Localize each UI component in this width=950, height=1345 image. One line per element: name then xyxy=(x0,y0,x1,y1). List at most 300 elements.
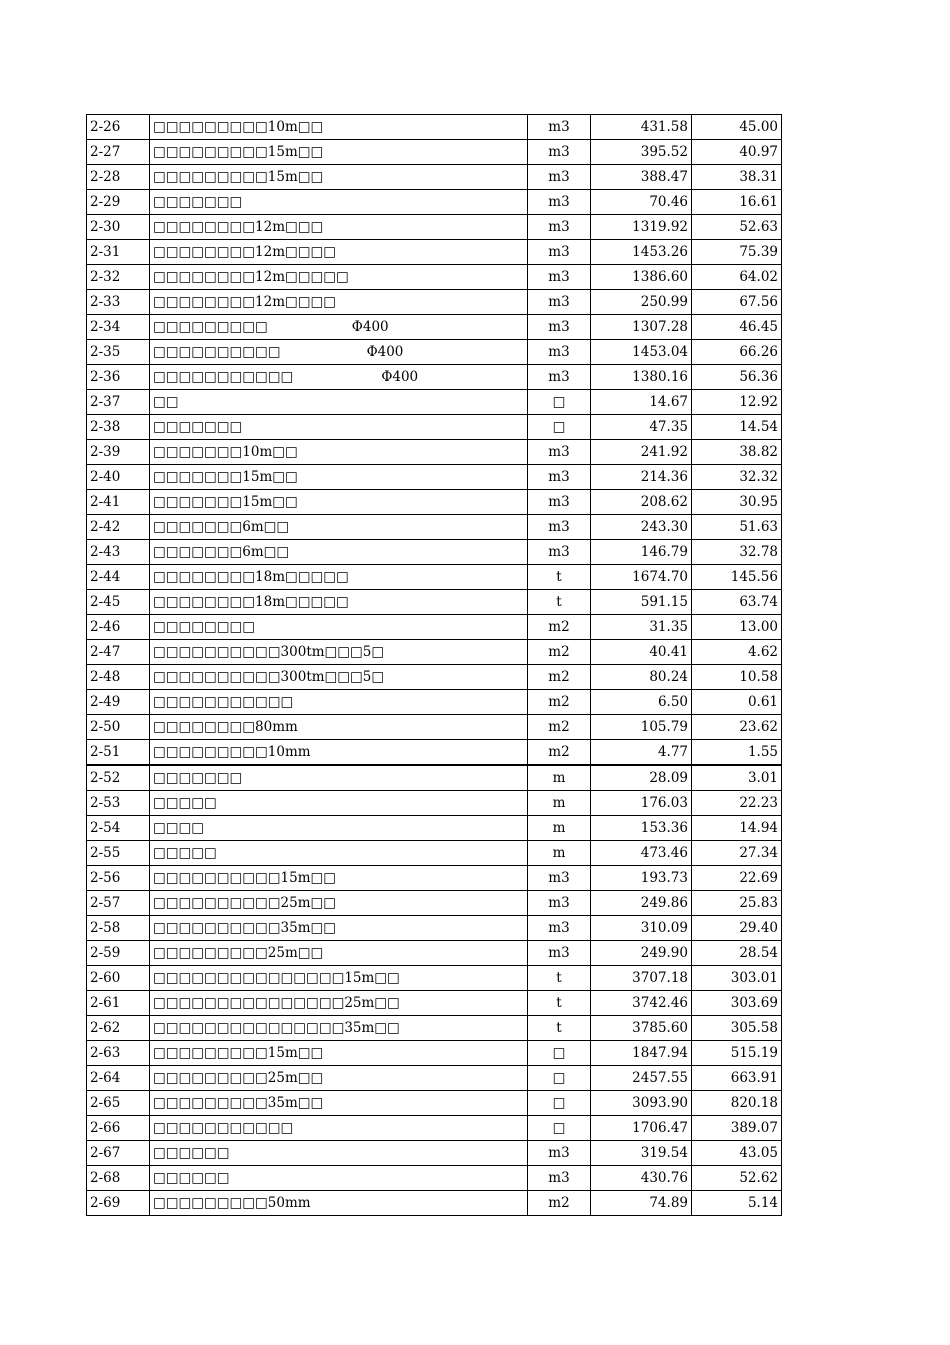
item-name-text: □□□□□□□15m□□ xyxy=(153,469,298,485)
value-1-cell: 146.79 xyxy=(591,540,692,565)
item-name xyxy=(150,991,528,1016)
item-name-text: □□□□□□□□□□35m□□ xyxy=(153,920,337,936)
item-name xyxy=(150,465,528,490)
value-1-cell: 3742.46 xyxy=(591,991,692,1016)
table-row xyxy=(87,365,782,390)
value-2-cell: 22.23 xyxy=(692,791,782,816)
item-name xyxy=(150,240,528,265)
value-1-cell: 1674.70 xyxy=(591,565,692,590)
table-row xyxy=(87,715,782,740)
unit-cell: □ xyxy=(528,390,591,415)
item-name-text: □□□□□□□□□□□□□□□25m□□ xyxy=(153,995,400,1011)
value-1-cell: 1386.60 xyxy=(591,265,692,290)
value-2-cell: 303.01 xyxy=(692,966,782,991)
value-1-cell: 153.36 xyxy=(591,816,692,841)
value-1-cell: 243.30 xyxy=(591,515,692,540)
value-2-cell: 25.83 xyxy=(692,891,782,916)
value-1-cell: 28.09 xyxy=(591,765,692,791)
table-row xyxy=(87,1116,782,1141)
item-code: 2-69 xyxy=(87,1191,150,1216)
value-2-cell: 305.58 xyxy=(692,1016,782,1041)
value-2-cell: 64.02 xyxy=(692,265,782,290)
table-row xyxy=(87,440,782,465)
unit-cell: t xyxy=(528,565,591,590)
value-2-cell: 46.45 xyxy=(692,315,782,340)
item-name xyxy=(150,1191,528,1216)
item-code: 2-51 xyxy=(87,740,150,766)
item-name-text: □□□□□□□□□□15m□□ xyxy=(153,870,337,886)
item-name-text: □□□□□□□□□10mm xyxy=(153,744,311,760)
unit-cell: □ xyxy=(528,1091,591,1116)
table-row xyxy=(87,1066,782,1091)
item-name xyxy=(150,415,528,440)
value-2-cell: 32.78 xyxy=(692,540,782,565)
diameter-spec: Φ400 xyxy=(351,319,389,335)
value-1-cell: 1706.47 xyxy=(591,1116,692,1141)
item-name-text: □□□□□□□□□15m□□ xyxy=(153,169,324,185)
value-2-cell: 52.62 xyxy=(692,1166,782,1191)
item-name xyxy=(150,866,528,891)
item-name-text: □□□□□□□□□50mm xyxy=(153,1195,311,1211)
item-name-text: □□□□□□□10m□□ xyxy=(153,444,298,460)
unit-cell: m2 xyxy=(528,640,591,665)
unit-cell: t xyxy=(528,1016,591,1041)
item-code: 2-68 xyxy=(87,1166,150,1191)
unit-cell: m2 xyxy=(528,615,591,640)
table-row xyxy=(87,1091,782,1116)
value-1-cell: 3785.60 xyxy=(591,1016,692,1041)
item-name-text: □□□□□□□□□□300tm□□□5□ xyxy=(153,644,385,660)
unit-cell: m xyxy=(528,765,591,791)
table-row xyxy=(87,265,782,290)
item-name-text: □□□□□□□ xyxy=(153,419,243,435)
unit-cell: m xyxy=(528,816,591,841)
value-2-cell: 56.36 xyxy=(692,365,782,390)
table-row xyxy=(87,1016,782,1041)
item-code: 2-33 xyxy=(87,290,150,315)
unit-cell: m3 xyxy=(528,190,591,215)
item-name xyxy=(150,1091,528,1116)
item-code: 2-55 xyxy=(87,841,150,866)
value-2-cell: 16.61 xyxy=(692,190,782,215)
item-name-text: □□□□□□□□12m□□□□□ xyxy=(153,269,349,285)
item-name-text: □□□□□□□15m□□ xyxy=(153,494,298,510)
table-row xyxy=(87,665,782,690)
item-name-text: □□□□□□□□□□□□□□□35m□□ xyxy=(153,1020,400,1036)
item-name-text: □□□□□ xyxy=(153,795,217,811)
value-1-cell: 80.24 xyxy=(591,665,692,690)
unit-cell: m2 xyxy=(528,740,591,766)
unit-cell: m2 xyxy=(528,690,591,715)
unit-cell: m3 xyxy=(528,315,591,340)
table-row xyxy=(87,540,782,565)
item-code: 2-42 xyxy=(87,515,150,540)
value-1-cell: 388.47 xyxy=(591,165,692,190)
item-code: 2-30 xyxy=(87,215,150,240)
item-name xyxy=(150,665,528,690)
unit-cell: m xyxy=(528,791,591,816)
unit-cell: m3 xyxy=(528,1141,591,1166)
unit-cell: □ xyxy=(528,1116,591,1141)
value-1-cell: 193.73 xyxy=(591,866,692,891)
table-row xyxy=(87,941,782,966)
item-name xyxy=(150,365,528,390)
unit-cell: m3 xyxy=(528,240,591,265)
item-name xyxy=(150,1041,528,1066)
item-code: 2-48 xyxy=(87,665,150,690)
unit-cell: m2 xyxy=(528,1191,591,1216)
table-row xyxy=(87,390,782,415)
value-1-cell: 31.35 xyxy=(591,615,692,640)
item-name xyxy=(150,590,528,615)
table-row xyxy=(87,315,782,340)
value-1-cell: 473.46 xyxy=(591,841,692,866)
unit-cell: m3 xyxy=(528,866,591,891)
unit-cell: m3 xyxy=(528,215,591,240)
value-1-cell: 70.46 xyxy=(591,190,692,215)
table-row xyxy=(87,115,782,140)
table-row xyxy=(87,991,782,1016)
item-code: 2-31 xyxy=(87,240,150,265)
value-2-cell: 10.58 xyxy=(692,665,782,690)
item-name-text: □□□□□□□□□□25m□□ xyxy=(153,895,337,911)
table-row xyxy=(87,615,782,640)
value-2-cell: 28.54 xyxy=(692,941,782,966)
value-2-cell: 63.74 xyxy=(692,590,782,615)
item-code: 2-60 xyxy=(87,966,150,991)
item-name-text: □□□□□□□□□25m□□ xyxy=(153,1070,324,1086)
item-name-text: □□□□□□□□□□□ xyxy=(153,694,294,710)
value-2-cell: 43.05 xyxy=(692,1141,782,1166)
value-1-cell: 395.52 xyxy=(591,140,692,165)
item-code: 2-44 xyxy=(87,565,150,590)
item-name-text: □□□□□□□6m□□ xyxy=(153,519,290,535)
item-name xyxy=(150,190,528,215)
table-row xyxy=(87,640,782,665)
item-name-text: □□ xyxy=(153,394,179,410)
value-2-cell: 14.94 xyxy=(692,816,782,841)
item-name-text: □□□□□□□□18m□□□□□ xyxy=(153,594,349,610)
item-name-text: □□□□□□□□□□300tm□□□5□ xyxy=(153,669,385,685)
value-1-cell: 1847.94 xyxy=(591,1041,692,1066)
item-name xyxy=(150,440,528,465)
item-code: 2-63 xyxy=(87,1041,150,1066)
item-name-text: □□□□□□□□□15m□□ xyxy=(153,144,324,160)
item-name-text: □□□□□□□□80mm xyxy=(153,719,298,735)
table-row xyxy=(87,891,782,916)
item-code: 2-53 xyxy=(87,791,150,816)
unit-cell: □ xyxy=(528,1066,591,1091)
value-2-cell: 52.63 xyxy=(692,215,782,240)
value-1-cell: 591.15 xyxy=(591,590,692,615)
item-name-text: □□□□□ xyxy=(153,845,217,861)
table-row xyxy=(87,816,782,841)
item-name-text: □□□□□□□ xyxy=(153,770,243,786)
item-name xyxy=(150,115,528,140)
unit-cell: m3 xyxy=(528,365,591,390)
value-2-cell: 145.56 xyxy=(692,565,782,590)
value-1-cell: 214.36 xyxy=(591,465,692,490)
unit-cell: m3 xyxy=(528,490,591,515)
unit-cell: m3 xyxy=(528,1166,591,1191)
value-2-cell: 32.32 xyxy=(692,465,782,490)
value-1-cell: 310.09 xyxy=(591,916,692,941)
unit-cell: m3 xyxy=(528,290,591,315)
item-name-text: □□□□□□□6m□□ xyxy=(153,544,290,560)
table-row xyxy=(87,240,782,265)
item-code: 2-40 xyxy=(87,465,150,490)
unit-cell: m3 xyxy=(528,440,591,465)
item-name xyxy=(150,490,528,515)
value-1-cell: 3093.90 xyxy=(591,1091,692,1116)
item-name xyxy=(150,615,528,640)
unit-cell: t xyxy=(528,590,591,615)
unit-cell: m3 xyxy=(528,891,591,916)
value-2-cell: 66.26 xyxy=(692,340,782,365)
item-name-text: □□□□□□□□18m□□□□□ xyxy=(153,569,349,585)
item-code: 2-43 xyxy=(87,540,150,565)
value-2-cell: 303.69 xyxy=(692,991,782,1016)
table-row xyxy=(87,490,782,515)
value-2-cell: 29.40 xyxy=(692,916,782,941)
table-row xyxy=(87,190,782,215)
table-row xyxy=(87,565,782,590)
item-name xyxy=(150,1016,528,1041)
value-2-cell: 40.97 xyxy=(692,140,782,165)
item-code: 2-37 xyxy=(87,390,150,415)
item-name xyxy=(150,565,528,590)
value-1-cell: 430.76 xyxy=(591,1166,692,1191)
item-name xyxy=(150,215,528,240)
table-row xyxy=(87,740,782,766)
value-2-cell: 0.61 xyxy=(692,690,782,715)
item-name-text: □□□□□□ xyxy=(153,1145,230,1161)
unit-cell: t xyxy=(528,991,591,1016)
item-name xyxy=(150,265,528,290)
item-code: 2-29 xyxy=(87,190,150,215)
value-2-cell: 14.54 xyxy=(692,415,782,440)
unit-cell: m3 xyxy=(528,540,591,565)
item-name xyxy=(150,765,528,791)
item-name xyxy=(150,891,528,916)
value-1-cell: 176.03 xyxy=(591,791,692,816)
value-1-cell: 1453.04 xyxy=(591,340,692,365)
item-name-text: □□□□□□□□□□□ xyxy=(153,369,294,385)
unit-cell: m3 xyxy=(528,265,591,290)
item-name xyxy=(150,540,528,565)
table-row xyxy=(87,841,782,866)
item-code: 2-67 xyxy=(87,1141,150,1166)
value-1-cell: 3707.18 xyxy=(591,966,692,991)
table-body xyxy=(87,115,782,1216)
item-code: 2-54 xyxy=(87,816,150,841)
value-2-cell: 820.18 xyxy=(692,1091,782,1116)
item-name xyxy=(150,140,528,165)
item-code: 2-28 xyxy=(87,165,150,190)
item-code: 2-26 xyxy=(87,115,150,140)
value-2-cell: 51.63 xyxy=(692,515,782,540)
value-1-cell: 47.35 xyxy=(591,415,692,440)
value-1-cell: 431.58 xyxy=(591,115,692,140)
value-2-cell: 27.34 xyxy=(692,841,782,866)
unit-cell: m3 xyxy=(528,340,591,365)
table-row xyxy=(87,465,782,490)
unit-cell: t xyxy=(528,966,591,991)
item-name xyxy=(150,841,528,866)
item-code: 2-64 xyxy=(87,1066,150,1091)
value-1-cell: 6.50 xyxy=(591,690,692,715)
value-1-cell: 250.99 xyxy=(591,290,692,315)
value-1-cell: 105.79 xyxy=(591,715,692,740)
item-name-text: □□□□□□□□□35m□□ xyxy=(153,1095,324,1111)
unit-cell: m3 xyxy=(528,465,591,490)
item-name xyxy=(150,1116,528,1141)
value-1-cell: 1453.26 xyxy=(591,240,692,265)
item-code: 2-58 xyxy=(87,916,150,941)
value-2-cell: 12.92 xyxy=(692,390,782,415)
item-code: 2-61 xyxy=(87,991,150,1016)
unit-cell: m2 xyxy=(528,715,591,740)
unit-cell: m xyxy=(528,841,591,866)
value-2-cell: 515.19 xyxy=(692,1041,782,1066)
table-row xyxy=(87,690,782,715)
item-code: 2-65 xyxy=(87,1091,150,1116)
value-2-cell: 67.56 xyxy=(692,290,782,315)
item-code: 2-36 xyxy=(87,365,150,390)
item-code: 2-45 xyxy=(87,590,150,615)
item-code: 2-32 xyxy=(87,265,150,290)
item-name-text: □□□□ xyxy=(153,820,205,836)
item-name-text: □□□□□□□□12m□□□ xyxy=(153,219,324,235)
item-name-text: □□□□□□□□□15m□□ xyxy=(153,1045,324,1061)
table-row xyxy=(87,966,782,991)
item-name-text: □□□□□□□□□□□□□□□15m□□ xyxy=(153,970,400,986)
table-row xyxy=(87,415,782,440)
table-row xyxy=(87,1166,782,1191)
table-row xyxy=(87,340,782,365)
item-code: 2-34 xyxy=(87,315,150,340)
item-code: 2-59 xyxy=(87,941,150,966)
value-2-cell: 75.39 xyxy=(692,240,782,265)
unit-cell: m3 xyxy=(528,916,591,941)
item-name xyxy=(150,740,528,766)
item-name-text: □□□□□□□□□□ xyxy=(153,344,281,360)
item-name xyxy=(150,315,528,340)
value-1-cell: 4.77 xyxy=(591,740,692,766)
value-2-cell: 663.91 xyxy=(692,1066,782,1091)
table-row xyxy=(87,515,782,540)
value-2-cell: 389.07 xyxy=(692,1116,782,1141)
value-1-cell: 241.92 xyxy=(591,440,692,465)
item-code: 2-52 xyxy=(87,765,150,791)
item-code: 2-66 xyxy=(87,1116,150,1141)
item-name-text: □□□□□□□□□10m□□ xyxy=(153,119,324,135)
item-name-text: □□□□□□□ xyxy=(153,194,243,210)
item-code: 2-62 xyxy=(87,1016,150,1041)
value-1-cell: 249.90 xyxy=(591,941,692,966)
item-name xyxy=(150,941,528,966)
value-2-cell: 45.00 xyxy=(692,115,782,140)
value-2-cell: 5.14 xyxy=(692,1191,782,1216)
item-name-text: □□□□□□□□□ xyxy=(153,319,268,335)
unit-cell: m3 xyxy=(528,140,591,165)
value-1-cell: 1380.16 xyxy=(591,365,692,390)
item-name-text: □□□□□□ xyxy=(153,1170,230,1186)
item-name-text: □□□□□□□□□25m□□ xyxy=(153,945,324,961)
item-code: 2-38 xyxy=(87,415,150,440)
value-1-cell: 1307.28 xyxy=(591,315,692,340)
item-name xyxy=(150,916,528,941)
item-code: 2-39 xyxy=(87,440,150,465)
value-1-cell: 319.54 xyxy=(591,1141,692,1166)
value-1-cell: 208.62 xyxy=(591,490,692,515)
value-2-cell: 1.55 xyxy=(692,740,782,766)
table-row xyxy=(87,791,782,816)
item-name xyxy=(150,340,528,365)
value-1-cell: 2457.55 xyxy=(591,1066,692,1091)
item-code: 2-56 xyxy=(87,866,150,891)
table-row xyxy=(87,1041,782,1066)
item-name xyxy=(150,1066,528,1091)
value-2-cell: 4.62 xyxy=(692,640,782,665)
unit-cell: m3 xyxy=(528,115,591,140)
value-1-cell: 14.67 xyxy=(591,390,692,415)
item-code: 2-27 xyxy=(87,140,150,165)
table-row xyxy=(87,290,782,315)
item-code: 2-35 xyxy=(87,340,150,365)
table-row xyxy=(87,765,782,791)
item-code: 2-49 xyxy=(87,690,150,715)
item-name-text: □□□□□□□□□□□ xyxy=(153,1120,294,1136)
diameter-spec: Φ400 xyxy=(366,344,404,360)
item-name-text: □□□□□□□□ xyxy=(153,619,256,635)
item-code: 2-47 xyxy=(87,640,150,665)
value-1-cell: 40.41 xyxy=(591,640,692,665)
value-2-cell: 3.01 xyxy=(692,765,782,791)
value-2-cell: 22.69 xyxy=(692,866,782,891)
diameter-spec: Φ400 xyxy=(381,369,419,385)
unit-cell: m3 xyxy=(528,165,591,190)
value-2-cell: 38.82 xyxy=(692,440,782,465)
unit-cell: □ xyxy=(528,415,591,440)
value-2-cell: 23.62 xyxy=(692,715,782,740)
quota-table xyxy=(86,114,782,1216)
item-name xyxy=(150,165,528,190)
item-name xyxy=(150,966,528,991)
value-1-cell: 1319.92 xyxy=(591,215,692,240)
value-2-cell: 13.00 xyxy=(692,615,782,640)
table-row xyxy=(87,1191,782,1216)
table-row xyxy=(87,215,782,240)
item-name xyxy=(150,690,528,715)
unit-cell: m3 xyxy=(528,515,591,540)
item-name xyxy=(150,640,528,665)
table-row xyxy=(87,590,782,615)
unit-cell: m3 xyxy=(528,941,591,966)
item-code: 2-50 xyxy=(87,715,150,740)
value-1-cell: 74.89 xyxy=(591,1191,692,1216)
item-code: 2-57 xyxy=(87,891,150,916)
item-code: 2-41 xyxy=(87,490,150,515)
item-name-text: □□□□□□□□12m□□□□ xyxy=(153,294,337,310)
item-name xyxy=(150,715,528,740)
item-name xyxy=(150,791,528,816)
item-name xyxy=(150,1166,528,1191)
table-row xyxy=(87,866,782,891)
item-name-text: □□□□□□□□12m□□□□ xyxy=(153,244,337,260)
item-name xyxy=(150,390,528,415)
value-1-cell: 249.86 xyxy=(591,891,692,916)
